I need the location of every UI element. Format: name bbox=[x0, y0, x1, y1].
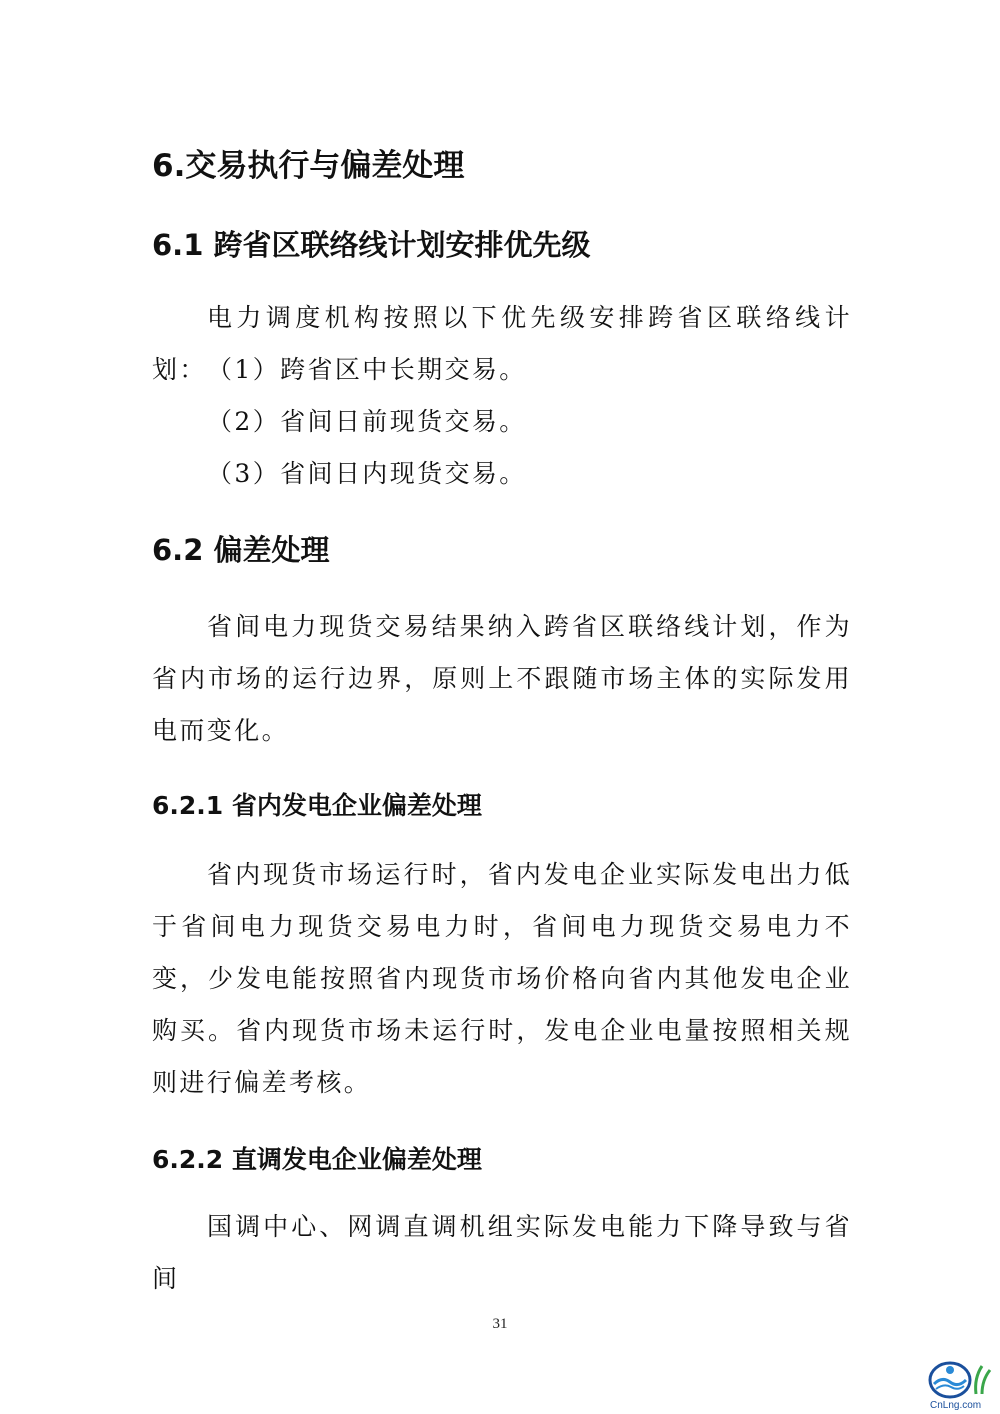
section-heading-6-2-2: 6.2.2 直调发电企业偏差处理 bbox=[152, 1145, 482, 1174]
list-item: （3）省间日内现货交易。 bbox=[207, 459, 527, 488]
logo-wave bbox=[936, 1385, 964, 1389]
list-item: （2）省间日前现货交易。 bbox=[207, 407, 527, 436]
chapter-title: 6.交易执行与偏差处理 bbox=[152, 148, 465, 184]
logo-wave bbox=[934, 1379, 966, 1384]
logo-drop bbox=[946, 1366, 954, 1374]
section-heading-6-1: 6.1 跨省区联络线计划安排优先级 bbox=[152, 228, 591, 262]
list-item: （1）跨省区中长期交易。 bbox=[207, 355, 527, 384]
cnlng-watermark-logo bbox=[926, 1358, 996, 1410]
page-number: 31 bbox=[492, 1316, 508, 1332]
section-heading-6-2: 6.2 偏差处理 bbox=[152, 533, 330, 567]
section-6-1-intro: 电力调度机构按照以下优先级安排跨省区联络线计划： bbox=[152, 303, 852, 384]
section-6-2-1-paragraph: 省内现货市场运行时，省内发电企业实际发电出力低于省间电力现货交易电力时，省间电力现货交易电力不变，少发电能按照省内现货市场价格向省内其他发电企业购买。省内现货市场未运行时，发电企业电量按照相关规则进行偏差考核。 bbox=[152, 860, 852, 1097]
section-6-2-paragraph: 省间电力现货交易结果纳入跨省区联络线计划，作为省内市场的运行边界，原则上不跟随市场主体的实际发用电而变化。 bbox=[152, 612, 852, 745]
section-heading-6-2-1: 6.2.1 省内发电企业偏差处理 bbox=[152, 791, 482, 820]
logo-leaf bbox=[982, 1370, 990, 1394]
section-6-2-2-paragraph: 国调中心、网调直调机组实际发电能力下降导致与省间 bbox=[152, 1212, 852, 1293]
logo-text: CnLng.com bbox=[930, 1400, 982, 1410]
priority-list bbox=[207, 344, 527, 500]
